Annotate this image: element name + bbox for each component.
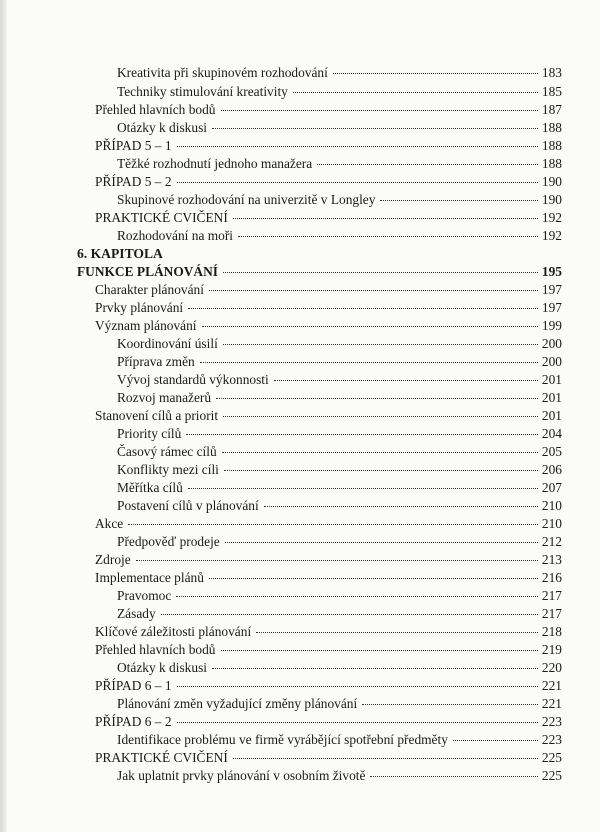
toc-entry-title: Postavení cílů v plánování bbox=[117, 498, 259, 513]
dot-leader bbox=[136, 560, 538, 561]
toc-entry-title: Těžké rozhodnutí jednoho manažera bbox=[117, 156, 313, 171]
toc-entry-title: Vývoj standardů výkonnosti bbox=[117, 372, 269, 387]
dot-leader bbox=[200, 362, 538, 363]
toc-entry bbox=[95, 101, 562, 119]
dot-leader bbox=[380, 200, 537, 201]
dot-leader bbox=[223, 272, 538, 273]
toc-entry bbox=[117, 731, 562, 749]
toc-entry-page-number: 199 bbox=[541, 318, 562, 333]
toc-entry-page-number: 225 bbox=[541, 750, 562, 765]
toc-entry-title: Plánování změn vyžadující změny plánování bbox=[117, 696, 358, 711]
toc-entry-title: Pravomoc bbox=[117, 588, 172, 603]
toc-entry-title: PŘÍPAD 5 – 1 bbox=[95, 138, 172, 153]
dot-leader bbox=[128, 524, 538, 525]
dot-leader bbox=[233, 218, 538, 219]
toc-entry bbox=[117, 371, 562, 389]
toc-entry bbox=[95, 749, 562, 767]
toc-entry-page-number: 195 bbox=[541, 264, 562, 279]
toc-entry bbox=[77, 263, 562, 281]
toc-entry-page-number: 183 bbox=[541, 65, 562, 80]
dot-leader bbox=[293, 92, 538, 93]
toc-entry-title: Předpověď prodeje bbox=[117, 534, 220, 549]
toc-entry-title: PRAKTICKÉ CVIČENÍ bbox=[95, 750, 228, 765]
toc-entry-page-number: 217 bbox=[541, 588, 562, 603]
toc-entry-page-number: 187 bbox=[541, 102, 562, 117]
toc-entry-title: Rozhodování na moři bbox=[117, 228, 234, 243]
toc-entry bbox=[117, 587, 562, 605]
toc-entry bbox=[117, 425, 562, 443]
toc-entry bbox=[117, 389, 562, 407]
toc-entry-title: Akce bbox=[95, 516, 124, 531]
toc-entry bbox=[95, 641, 562, 659]
toc-entry bbox=[117, 605, 562, 623]
dot-leader bbox=[223, 416, 538, 417]
toc-entry-title: Koordinování úsilí bbox=[117, 336, 218, 351]
toc-entry bbox=[117, 767, 562, 785]
toc-entry-page-number: 217 bbox=[541, 606, 562, 621]
dot-leader bbox=[186, 434, 538, 435]
toc-entry-title: PRAKTICKÉ CVIČENÍ bbox=[95, 210, 228, 225]
toc-entry-title: Zásady bbox=[117, 606, 156, 621]
dot-leader bbox=[177, 686, 538, 687]
dot-leader bbox=[209, 578, 538, 579]
toc-entry-page-number: 220 bbox=[541, 660, 562, 675]
toc-entry-page-number: 213 bbox=[541, 552, 562, 567]
dot-leader bbox=[177, 182, 538, 183]
toc-entry-title: Charakter plánování bbox=[95, 282, 204, 297]
toc-entry bbox=[117, 119, 562, 137]
toc-entry-page-number: 190 bbox=[541, 192, 562, 207]
dot-leader bbox=[225, 542, 538, 543]
toc-entry-title: Časový rámec cílů bbox=[117, 444, 217, 459]
toc-entry bbox=[117, 227, 562, 245]
toc-entry-title: Implementace plánů bbox=[95, 570, 204, 585]
toc-entry-page-number: 218 bbox=[541, 624, 562, 639]
toc-entry bbox=[95, 317, 562, 335]
toc-entry-title: Klíčové záležitosti plánování bbox=[95, 624, 252, 639]
dot-leader bbox=[212, 668, 538, 669]
toc-entry bbox=[95, 173, 562, 191]
toc-entry bbox=[95, 515, 562, 533]
dot-leader bbox=[224, 470, 538, 471]
toc-entry-page-number: 190 bbox=[541, 174, 562, 189]
toc-entry-title: Přehled hlavních bodů bbox=[95, 102, 216, 117]
dot-leader bbox=[188, 488, 538, 489]
toc-entry-page-number: 219 bbox=[541, 642, 562, 657]
toc-entry bbox=[117, 335, 562, 353]
toc-entry bbox=[95, 407, 562, 425]
toc-entry bbox=[95, 137, 562, 155]
dot-leader bbox=[238, 236, 538, 237]
toc-entry bbox=[95, 281, 562, 299]
toc-entry bbox=[117, 659, 562, 677]
toc-entry-page-number: 188 bbox=[541, 120, 562, 135]
dot-leader bbox=[453, 740, 538, 741]
toc-entry-title: Kreativita při skupinovém rozhodování bbox=[117, 65, 328, 80]
toc-entry bbox=[117, 353, 562, 371]
toc-entry-page-number: 200 bbox=[541, 336, 562, 351]
toc-entry bbox=[117, 461, 562, 479]
toc-entry bbox=[117, 695, 562, 713]
toc-entry-title: Jak uplatnit prvky plánování v osobním životě bbox=[117, 768, 366, 783]
toc-entry-page-number: 223 bbox=[541, 732, 562, 747]
dot-leader bbox=[317, 164, 538, 165]
toc-entry-title: Stanovení cílů a priorit bbox=[95, 408, 219, 423]
dot-leader bbox=[362, 704, 538, 705]
toc-entry bbox=[117, 83, 562, 101]
dot-leader bbox=[233, 758, 538, 759]
toc-entry-page-number: 192 bbox=[541, 210, 562, 225]
toc-entry-title: Prvky plánování bbox=[95, 300, 184, 315]
toc-entry bbox=[117, 533, 562, 551]
dot-leader bbox=[256, 632, 538, 633]
toc-entry-page-number: 200 bbox=[541, 354, 562, 369]
dot-leader bbox=[188, 308, 538, 309]
toc-entry-title: PŘÍPAD 6 – 1 bbox=[95, 678, 172, 693]
toc-entry bbox=[117, 443, 562, 461]
toc-entry bbox=[95, 677, 562, 695]
toc-entry-page-number: 207 bbox=[541, 480, 562, 495]
dot-leader bbox=[209, 290, 538, 291]
toc-entry-page-number: 205 bbox=[541, 444, 562, 459]
dot-leader bbox=[221, 650, 538, 651]
toc-entry-title: Identifikace problému ve firmě vyrábějící spotřební předměty bbox=[117, 732, 448, 747]
dot-leader bbox=[264, 506, 538, 507]
dot-leader bbox=[212, 128, 538, 129]
toc-entry-title: Přehled hlavních bodů bbox=[95, 642, 216, 657]
dot-leader bbox=[370, 776, 537, 777]
toc-entry-title: Techniky stimulování kreativity bbox=[117, 84, 288, 99]
toc-entry-page-number: 197 bbox=[541, 300, 562, 315]
toc-entry-page-number: 221 bbox=[541, 678, 562, 693]
toc-entry-page-number: 225 bbox=[541, 768, 562, 783]
toc-entry-page-number: 212 bbox=[541, 534, 562, 549]
toc-entry-page-number: 210 bbox=[541, 498, 562, 513]
dot-leader bbox=[177, 146, 538, 147]
dot-leader bbox=[161, 614, 538, 615]
toc-entry-page-number: 204 bbox=[541, 426, 562, 441]
toc-entry-title: Zdroje bbox=[95, 552, 131, 567]
dot-leader bbox=[202, 326, 538, 327]
toc-entry-page-number: 188 bbox=[541, 156, 562, 171]
toc-entry-title: Příprava změn bbox=[117, 354, 195, 369]
toc-entry-page-number: 206 bbox=[541, 462, 562, 477]
toc-entry-page-number: 201 bbox=[541, 372, 562, 387]
toc-entry-title: Otázky k diskusi bbox=[117, 120, 208, 135]
toc-entry-title: PŘÍPAD 5 – 2 bbox=[95, 174, 172, 189]
toc-entry-page-number: 201 bbox=[541, 390, 562, 405]
toc-entry-title: Otázky k diskusi bbox=[117, 660, 208, 675]
toc-entry-page-number: 201 bbox=[541, 408, 562, 423]
toc-entry bbox=[95, 209, 562, 227]
toc-entry-title: Význam plánování bbox=[95, 318, 197, 333]
toc-entry bbox=[95, 623, 562, 641]
toc-entry-title: PŘÍPAD 6 – 2 bbox=[95, 714, 172, 729]
dot-leader bbox=[223, 344, 538, 345]
dot-leader bbox=[333, 73, 538, 74]
toc-entry bbox=[95, 713, 562, 731]
toc-entry-page-number: 223 bbox=[541, 714, 562, 729]
toc-entry-title: Rozvoj manažerů bbox=[117, 390, 212, 405]
toc-entry-page-number: 221 bbox=[541, 696, 562, 711]
toc-entry-page-number: 185 bbox=[541, 84, 562, 99]
toc-entry bbox=[117, 497, 562, 515]
toc-entry-page-number: 192 bbox=[541, 228, 562, 243]
toc-entry bbox=[117, 64, 562, 82]
dot-leader bbox=[216, 398, 538, 399]
toc-entry-title: Konflikty mezi cíli bbox=[117, 462, 219, 477]
toc-entry bbox=[95, 569, 562, 587]
toc-entry bbox=[95, 551, 562, 569]
toc-entry-title: Priority cílů bbox=[117, 426, 182, 441]
dot-leader bbox=[274, 380, 538, 381]
dot-leader bbox=[176, 596, 538, 597]
dot-leader bbox=[177, 722, 538, 723]
toc-entry bbox=[117, 155, 562, 173]
toc-entry-page-number: 210 bbox=[541, 516, 562, 531]
chapter-heading: 6. KAPITOLA bbox=[77, 246, 163, 261]
toc-entry-page-number: 197 bbox=[541, 282, 562, 297]
toc-entry-title: Měřítka cílů bbox=[117, 480, 183, 495]
toc-entry bbox=[117, 191, 562, 209]
dot-leader bbox=[221, 110, 538, 111]
toc-entry-title: Skupinové rozhodování na univerzitě v Longley bbox=[117, 192, 376, 207]
toc-entry-title: FUNKCE PLÁNOVÁNÍ bbox=[77, 264, 218, 279]
toc-entry bbox=[95, 299, 562, 317]
dot-leader bbox=[222, 452, 538, 453]
toc-entry bbox=[117, 479, 562, 497]
toc-entry-page-number: 216 bbox=[541, 570, 562, 585]
toc-entry-page-number: 188 bbox=[541, 138, 562, 153]
